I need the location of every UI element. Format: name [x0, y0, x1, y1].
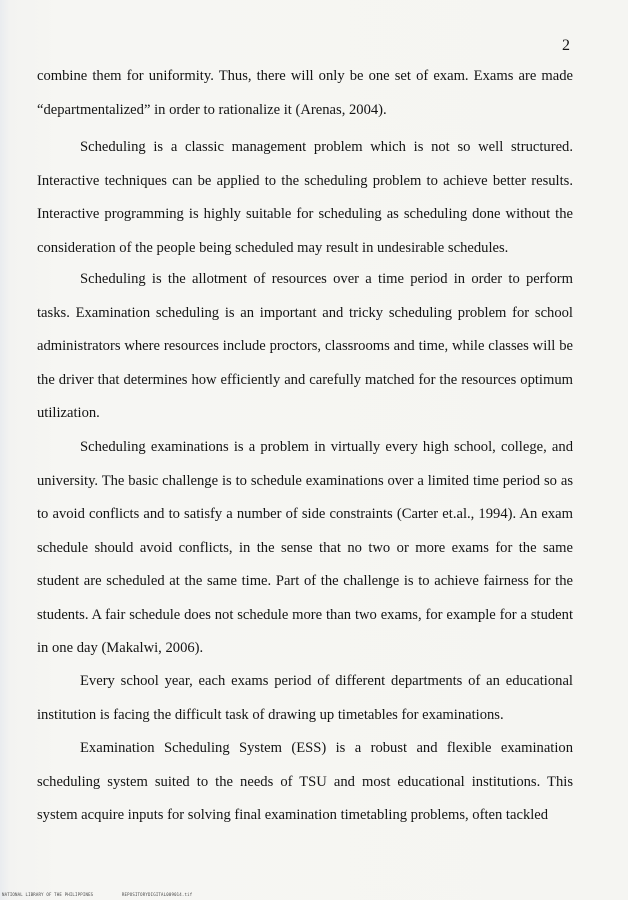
scan-footer — [2, 892, 192, 897]
footer-library-name: NATIONAL LIBRARY OF THE PHILIPPINES — [2, 892, 94, 897]
paragraph-scheduling-management: Scheduling is a classic management problem which is not so well structured. Interactive techniques can be applied to the scheduling problem to achieve better results. Interactive programming is highly suitable for scheduling as scheduling done without the consideration of the people being scheduled may result in undesirable schedules. — [37, 139, 573, 256]
paragraph-ess-system: Examination Scheduling System (ESS) is a robust and flexible examination scheduling system suited to the needs of TSU and most educational institutions. This system acquire inputs for solving final examination timetabling problems, often tackled — [37, 740, 573, 823]
page-number: 2 — [562, 37, 570, 54]
footer-file-code: REPOSITORYDIGITAL009014.tif — [121, 892, 193, 897]
paragraph-continuation: combine them for uniformity. Thus, there will only be one set of exam. Exams are made “departmentalized” in order to rationalize it (Arenas, 2004). — [37, 68, 573, 118]
paragraph-scheduling-examinations: Scheduling examinations is a problem in virtually every high school, college, and university. The basic challenge is to schedule examinations over a limited time period so as to avoid conflicts and to satisfy a number of side constraints (Carter et.al., 1994). An exam schedule should avoid conflicts, in the sense that no two or more exams for the same student are scheduled at the same time. Part of the challenge is to achieve fairness for the students. A fair schedule does not schedule more than two exams, for example for a student in one day (Makalwi, 2006). — [37, 439, 573, 656]
paragraph-school-year: Every school year, each exams period of different departments of an educational institution is facing the difficult task of drawing up timetables for examinations. — [37, 673, 573, 723]
paragraph-scheduling-allotment: Scheduling is the allotment of resources over a time period in order to perform tasks. Examination scheduling is an important and tricky scheduling problem for school administrators where resources include proctors, classrooms and time, while classes will be the driver that determines how efficiently and carefully matched for the resources optimum utilization. — [37, 271, 573, 421]
